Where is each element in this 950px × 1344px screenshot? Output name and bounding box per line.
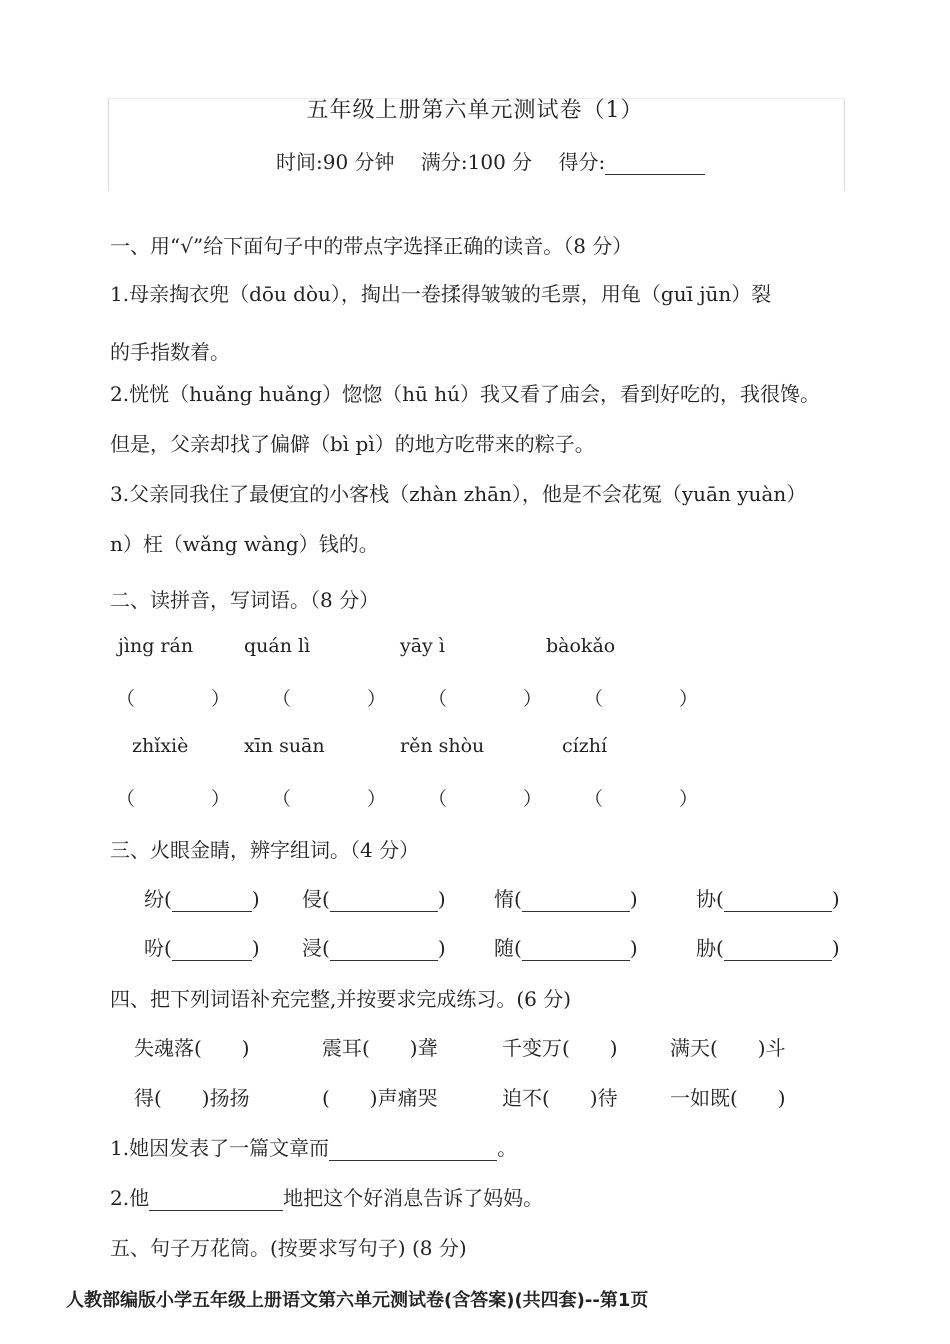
pinyin-7: rěn shòu <box>400 735 485 757</box>
pinyin-8: cízhí <box>562 735 608 757</box>
pinyin-2: quán lì <box>244 635 311 657</box>
char-group: 惰( ) <box>494 887 638 911</box>
char: 协 <box>696 887 716 911</box>
answer-paren[interactable]: （ ） <box>584 788 699 810</box>
exercise-1-text: 1.她因发表了一篇文章而 <box>110 1136 330 1160</box>
idiom[interactable]: 满天( )斗 <box>670 1036 786 1060</box>
section1-line1: 1.母亲掏衣兜（dōu dòu），掏出一卷揉得皱皱的毛票，用龟（guī jūn）裂 <box>110 282 772 306</box>
exercise-2-end: 地把这个好消息告诉了妈妈。 <box>283 1186 544 1210</box>
char-group: 吩( ) <box>144 936 260 960</box>
answer-paren[interactable]: （ ） <box>584 688 699 710</box>
pinyin-1: jìng rán <box>118 635 194 657</box>
exercise-1 <box>110 1132 517 1161</box>
char: 浸 <box>302 936 322 960</box>
answer-blank[interactable] <box>330 942 438 961</box>
section1-line3: 2.恍恍（huǎng huǎng）惚惚（hū hú）我又看了庙会，看到好吃的，我很馋。 <box>110 382 821 406</box>
answer-blank[interactable] <box>330 893 438 912</box>
answer-blank[interactable] <box>724 893 832 912</box>
exercise-2 <box>110 1182 543 1211</box>
pinyin-3: yāy ì <box>400 635 445 657</box>
section2-heading: 二、读拼音，写词语。（8 分） <box>110 588 380 612</box>
exercise-1-blank[interactable] <box>329 1136 497 1161</box>
char-group: 随( ) <box>494 936 638 960</box>
answer-paren[interactable]: （ ） <box>272 788 387 810</box>
pinyin-4: bàokǎo <box>546 635 616 657</box>
answer-blank[interactable] <box>172 893 252 912</box>
idiom[interactable]: 得( )扬扬 <box>134 1086 250 1110</box>
section4-heading: 四、把下列词语补充完整,并按要求完成练习。(6 分) <box>110 987 572 1011</box>
char-group: 侵( ) <box>302 887 446 911</box>
section1-line4: 但是，父亲却找了偏僻（bì pì）的地方吃带来的粽子。 <box>110 432 595 456</box>
char-group: 纷( ) <box>144 887 260 911</box>
answer-paren[interactable]: （ ） <box>428 688 543 710</box>
pinyin-5: zhǐxiè <box>132 735 189 757</box>
exam-info <box>276 146 705 175</box>
char: 纷 <box>144 887 164 911</box>
idiom[interactable]: 千变万( ) <box>502 1036 618 1060</box>
char-group: 协( ) <box>696 887 840 911</box>
pinyin-6: xīn suān <box>244 735 325 757</box>
answer-paren[interactable]: （ ） <box>116 688 231 710</box>
idiom[interactable]: 迫不( )待 <box>502 1086 618 1110</box>
idiom[interactable]: ( )声痛哭 <box>322 1086 438 1110</box>
char: 吩 <box>144 936 164 960</box>
exercise-1-end: 。 <box>497 1136 518 1160</box>
char: 侵 <box>302 887 322 911</box>
section1-line2: 的手指数着。 <box>110 340 230 364</box>
answer-blank[interactable] <box>522 893 630 912</box>
section1-line5: 3.父亲同我住了最便宜的小客栈（zhàn zhān），他是不会花冤（yuān yuàn） <box>110 482 807 506</box>
char: 胁 <box>696 936 716 960</box>
idiom[interactable]: 失魂落( ) <box>134 1036 250 1060</box>
answer-paren[interactable]: （ ） <box>428 788 543 810</box>
answer-blank[interactable] <box>172 942 252 961</box>
char: 随 <box>494 936 514 960</box>
char-group: 浸( ) <box>302 936 446 960</box>
score-label: 得分: <box>558 150 606 174</box>
exercise-2-blank[interactable] <box>149 1186 283 1211</box>
section1-line6: n）枉（wǎng wàng）钱的。 <box>110 532 379 556</box>
section1-heading: 一、用“√”给下面句子中的带点字选择正确的读音。（8 分） <box>110 234 633 258</box>
answer-blank[interactable] <box>724 942 832 961</box>
char-group: 胁( ) <box>696 936 840 960</box>
full-score-label: 满分:100 分 <box>420 150 533 174</box>
time-label: 时间:90 分钟 <box>276 150 395 174</box>
answer-paren[interactable]: （ ） <box>272 688 387 710</box>
page-title: 五年级上册第六单元测试卷（1） <box>306 98 644 123</box>
score-blank[interactable] <box>605 154 705 175</box>
char: 惰 <box>494 887 514 911</box>
idiom[interactable]: 震耳( )聋 <box>322 1036 438 1060</box>
idiom[interactable]: 一如既( ) <box>670 1086 786 1110</box>
section3-heading: 三、火眼金睛，辨字组词。（4 分） <box>110 838 420 862</box>
answer-blank[interactable] <box>522 942 630 961</box>
exercise-2-text: 2.他 <box>110 1186 150 1210</box>
answer-paren[interactable]: （ ） <box>116 788 231 810</box>
page-footer: 人教部编版小学五年级上册语文第六单元测试卷(含答案)(共四套)--第1页 <box>66 1290 649 1311</box>
section5-heading: 五、句子万花筒。(按要求写句子) (8 分) <box>110 1236 467 1260</box>
